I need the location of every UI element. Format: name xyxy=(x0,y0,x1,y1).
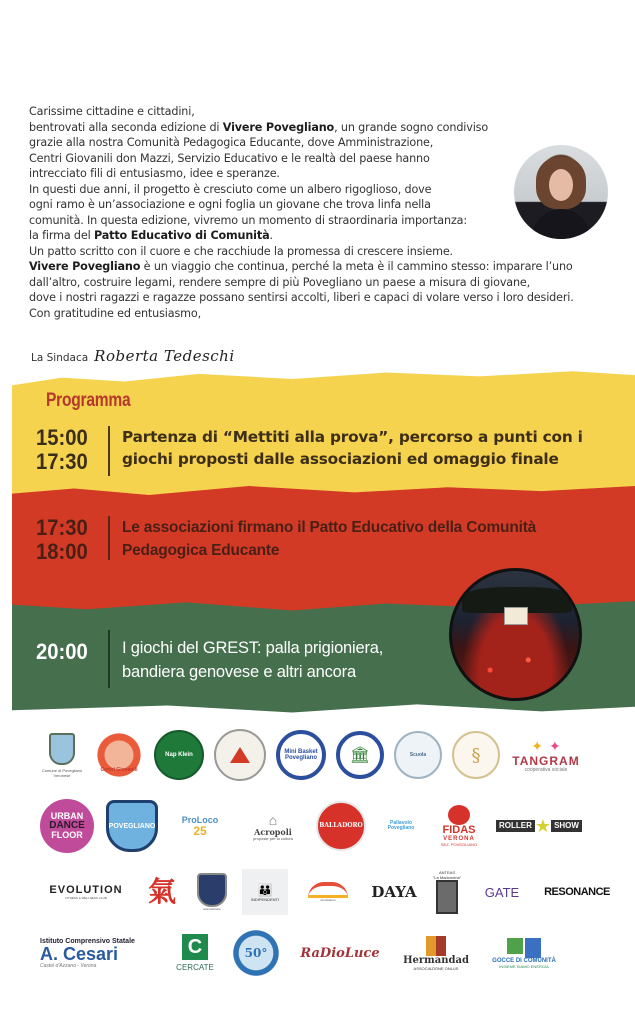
letter-line: dall’altro, costruire legami, rendere sempre di più Povegliano un paese a misura di giovane, xyxy=(29,275,531,289)
logo-row-3 xyxy=(40,862,614,922)
program-title: Programma xyxy=(46,390,131,411)
slot-description: I giochi del GREST: palla prigioniera, bandiera genovese e altri ancora xyxy=(122,639,384,681)
bold-patto-educativo: Patto Educativo di Comunità xyxy=(93,229,270,242)
logo-protezione-civile xyxy=(214,729,266,781)
logo-acropoli: ⌂ Acropoli proposte per la cultura xyxy=(253,811,293,841)
mayor-portrait xyxy=(514,145,608,239)
letter-line: dove i nostri ragazzi e ragazze possano sentirsi accolti, liberi e capaci di volare verso i loro desideri. xyxy=(29,291,574,304)
logo-anteas: ANTEAS "La Madonnina" xyxy=(430,862,464,922)
logo-fidas: FIDAS VERONA SEZ. POVEGLIANO xyxy=(436,796,482,856)
letter-line: In questi due anni, il progetto è cresciuto come un albero rigoglioso, dove xyxy=(29,182,432,196)
logo-radioluce: RaDioLuce xyxy=(300,945,380,961)
logo-balladoro: BALLADORO xyxy=(316,801,366,851)
letter-line: Con gratitudine ed entusiasmo, xyxy=(29,306,201,320)
logo-cercate: C CERCATE xyxy=(176,936,214,972)
logo-povegliano-calcio: POVEGLIANO xyxy=(106,800,158,852)
letter-line: Vivere Povegliano è un viaggio che continua, perché la meta è il cammino stesso: imparare l’uno xyxy=(29,260,573,273)
letter-line: grazie alla nostra Comunità Pedagogica Educante, dove Amministrazione, xyxy=(29,136,434,149)
logo-hermandad: Hermandad ASSOCIAZIONE ONLUS xyxy=(400,928,472,978)
letter-line: intrecciato fili di entusiasmo, idee e speranze. xyxy=(29,167,280,180)
logo-ki-judo: 氣 xyxy=(147,875,176,908)
program-slot xyxy=(36,516,536,564)
event-photo xyxy=(449,568,582,701)
logo-indipendenti: 👪 INDIPENDENTI xyxy=(242,869,288,915)
letter-line: bentrovati alla seconda edizione di Vivere Povegliano, un grande sogno condiviso xyxy=(29,120,489,134)
program-slot xyxy=(36,630,383,688)
letter-line: la firma del Patto Educativo di Comunità. xyxy=(29,229,273,242)
letter-line: ogni ramo è un’associazione e ogni foglia un giovane che trova linfa nella xyxy=(29,198,431,211)
logo-row-4 xyxy=(40,928,562,978)
bold-vivere-povegliano: Vivere Povegliano xyxy=(222,120,335,134)
slot-divider xyxy=(108,516,110,560)
logo-row-2 xyxy=(40,796,584,856)
logo-nap-klein: Nap Klein xyxy=(154,730,204,780)
signature xyxy=(31,347,235,365)
logo-comune: Comune di Povegliano Veronese xyxy=(40,728,84,782)
logo-evolution: EVOLUTION FITNESS & WELLNESS CLUB xyxy=(49,883,123,900)
logo-gate: GATE xyxy=(484,884,520,900)
logo-resonance: RESONANCE xyxy=(544,885,610,898)
program-slot xyxy=(36,426,583,476)
letter-line: comunità. In questa edizione, vivremo un momento di straordinaria importanza: xyxy=(29,213,468,227)
slot-times: 17:30 18:00 xyxy=(36,515,88,564)
slot-description: Le associazioni firmano il Patto Educativo della Comunità Pedagogica Educante xyxy=(122,519,537,559)
logo-50-anniversario: 50° xyxy=(232,929,280,977)
letter-line: Carissime cittadine e cittadini, xyxy=(29,105,195,118)
bold-vivere-povegliano: Vivere Povegliano xyxy=(29,260,141,273)
logo-centri-giovanili: Centri Giovanili xyxy=(94,730,144,780)
logo-gocce-di-comunita: GOCCE DI COMUNITÀ INSIEME SIAMO ENERGIA xyxy=(486,928,562,978)
logo-mini-basket: Mini Basket Povegliano xyxy=(276,730,326,780)
logo-tangram: ✦ ✦ TANGRAM cooperativa sociale xyxy=(512,737,580,773)
slot-divider xyxy=(108,426,110,476)
logo-proloco: ProLoco 25 xyxy=(181,814,219,838)
slot-times: 20:00 xyxy=(36,639,88,664)
logo-row-1 xyxy=(40,728,582,782)
signature-name: Roberta Tedeschi xyxy=(94,347,235,365)
slot-description: Partenza di “Mettiti alla prova”, percorso a punti con i giochi proposti dalle associazioni ed omaggio finale xyxy=(122,428,583,468)
letter-line: Centri Giovanili don Mazzi, Servizio Educativo e le realtà del paese hanno xyxy=(29,151,430,165)
slot-divider xyxy=(108,630,110,688)
logo-roller-show: ROLLER ★ SHOW xyxy=(494,806,584,846)
letter-line: Un patto scritto con il cuore e che racchiude la promessa di crescere insieme. xyxy=(29,244,453,258)
logo-associazione: § xyxy=(452,731,500,779)
logo-scuola: Scuola xyxy=(394,731,442,779)
logo-museo: 🏛 xyxy=(336,731,384,779)
slot-times: 15:00 17:30 xyxy=(36,425,88,474)
logo-associazione-balladoro: Associazione xyxy=(192,867,232,917)
logo-pallavolo: Pallavolo Povegliano xyxy=(387,820,415,831)
logo-ic-cesari: Istituto Comprensivo Statale A. Cesari Castel d'Azzano - Verona xyxy=(40,937,135,969)
logo-daya: DAYA xyxy=(371,882,417,901)
logo-urban-dance-floor: URBAN DANCE FLOOR xyxy=(40,799,94,853)
signature-label: La Sindaca xyxy=(31,352,89,364)
logo-arcobaleno: Arcobaleno xyxy=(298,872,358,912)
